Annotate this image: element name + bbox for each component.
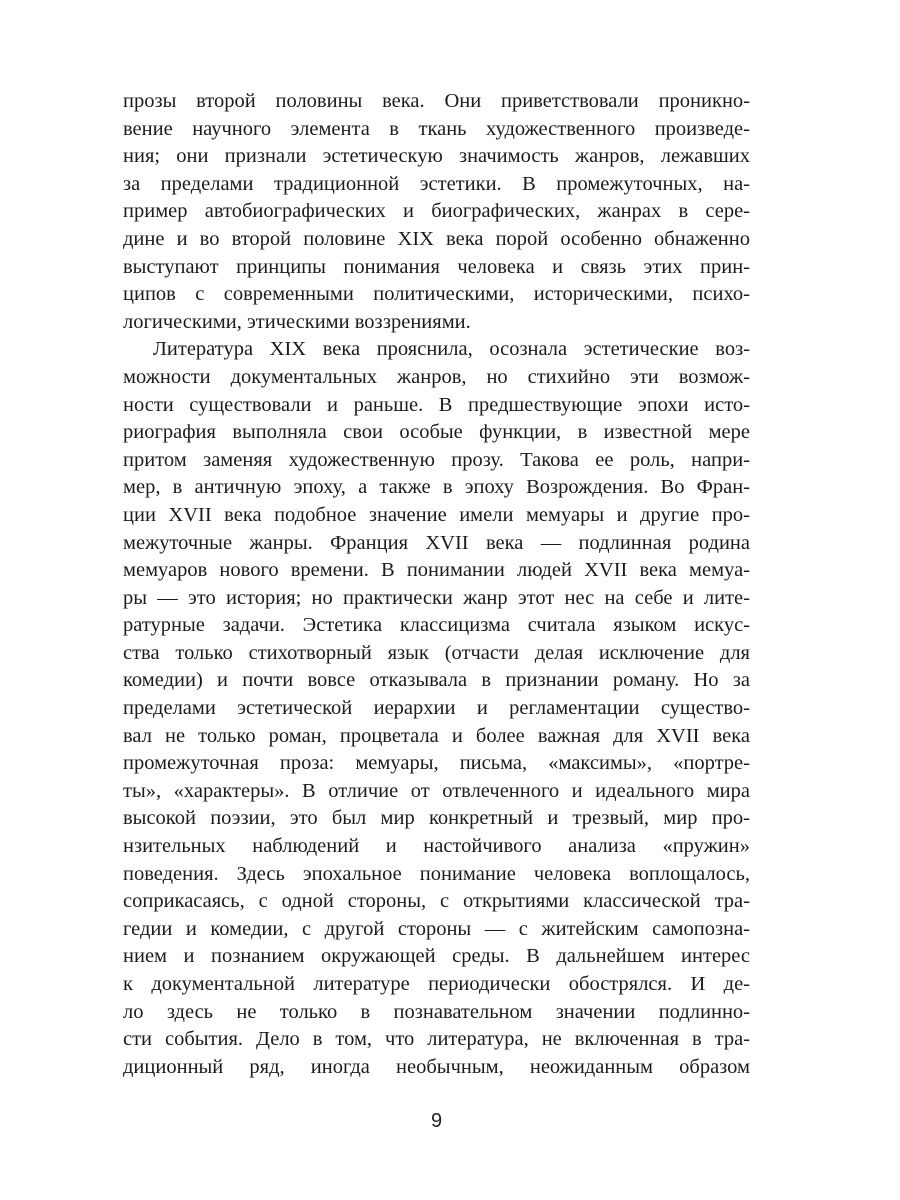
text-line: ты», «характеры». В отличие от отвлеченного и идеального мира: [123, 779, 750, 802]
text-line: ратурные задачи. Эстетика классицизма считала языком искус-: [123, 614, 750, 637]
text-line: ности существовали и раньше. В предшествующие эпохи исто-: [123, 393, 750, 416]
text-line: ния; они признали эстетическую значимость жанров, лежавших: [123, 145, 750, 168]
text-line: диционный ряд, иногда необычным, неожиданным образом: [123, 1055, 750, 1078]
text-line: пределами эстетической иерархии и регламентации существо-: [123, 697, 750, 720]
text-line: притом заменяя художественную прозу. Такова ее роль, напри-: [123, 448, 750, 471]
text-line: межуточные жанры. Франция XVII века — подлинная родина: [123, 531, 750, 554]
text-line: можности документальных жанров, но стихийно эти возмож-: [123, 365, 750, 388]
text-line: к документальной литературе периодически обострялся. И де-: [123, 973, 750, 995]
text-line: Литература XIX века прояснила, осознала эстетические воз-: [153, 338, 750, 361]
text-line: логическими, этическими воззрениями.: [123, 310, 471, 333]
page-number: 9: [430, 1110, 443, 1132]
text-line: прозы второй половины века. Они приветствовали проникно-: [123, 90, 750, 112]
text-line: за пределами традиционной эстетики. В промежуточных, на-: [123, 172, 750, 195]
text-line: мемуаров нового времени. В понимании людей XVII века мемуа-: [123, 559, 750, 582]
text-line: риография выполняла свои особые функции, в известной мере: [123, 421, 750, 444]
text-line: соприкасаясь, с одной стороны, с открытиями классической тра-: [123, 890, 750, 913]
text-line: ры — это история; но практически жанр этот нес на себе и лите-: [123, 586, 750, 609]
body-text: [123, 88, 750, 1081]
text-line: мер, в античную эпоху, а также в эпоху Возрождения. Во Фран-: [123, 476, 750, 499]
text-line: высокой поэзии, это был мир конкретный и трезвый, мир про-: [123, 807, 750, 830]
text-line: вение научного элемента в ткань художественного произведе-: [123, 117, 750, 140]
text-line: выступают принципы понимания человека и связь этих прин-: [123, 255, 750, 278]
text-line: комедии) и почти вовсе отказывала в признании роману. Но за: [123, 669, 750, 692]
text-line: ципов с современными политическими, историческими, психо-: [123, 283, 750, 306]
text-line: сти события. Дело в том, что литература, не включенная в тра-: [123, 1028, 750, 1051]
text-line: вал не только роман, процветала и более важная для XVII века: [123, 724, 750, 747]
text-line: пример автобиографических и биографических, жанрах в сере-: [123, 200, 750, 223]
text-line: гедии и комедии, с другой стороны — с житейским самопозна-: [123, 917, 750, 940]
text-line: нзительных наблюдений и настойчивого анализа «пружин»: [123, 835, 750, 858]
text-line: промежуточная проза: мемуары, письма, «максимы», «портре-: [123, 752, 750, 775]
text-line: дине и во второй половине XIX века порой особенно обнаженно: [123, 227, 750, 250]
text-line: нием и познанием окружающей среды. В дальнейшем интерес: [123, 945, 750, 968]
text-line: ства только стихотворный язык (отчасти делая исключение для: [123, 641, 750, 664]
text-line: поведения. Здесь эпохальное понимание человека воплощалось,: [123, 862, 750, 885]
text-line: ло здесь не только в познавательном значении подлинно-: [123, 1000, 750, 1023]
text-line: ции XVII века подобное значение имели мемуары и другие про-: [123, 503, 750, 526]
